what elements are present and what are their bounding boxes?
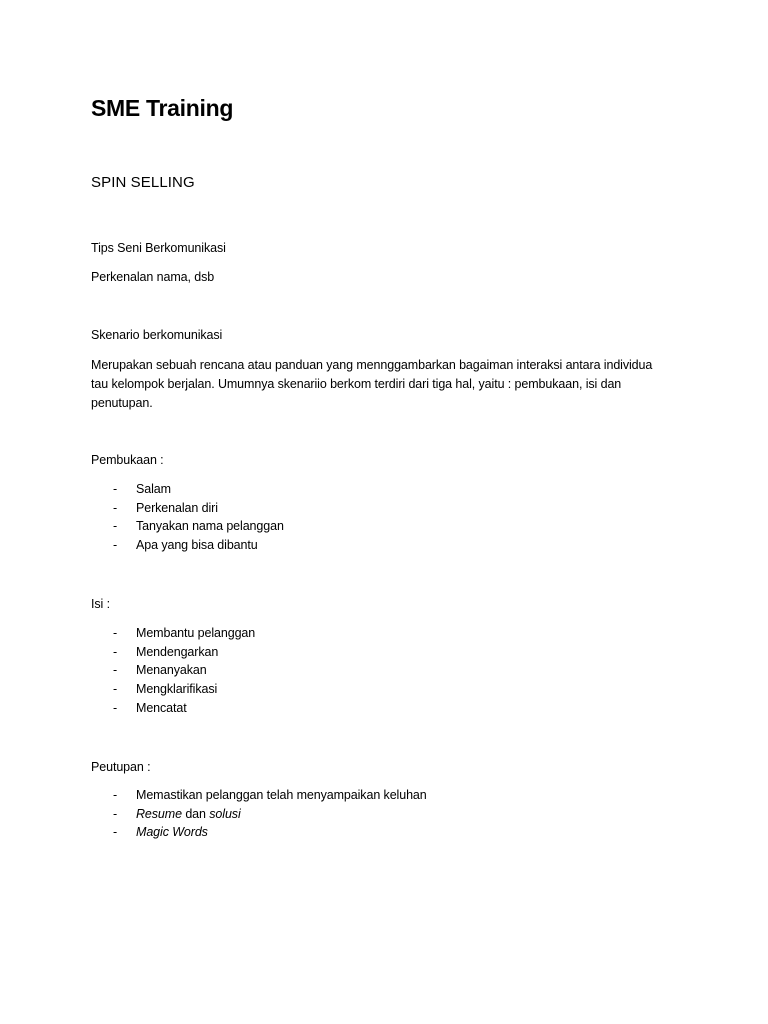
bullet-dash: - (113, 806, 118, 821)
document-subtitle: SPIN SELLING (91, 174, 195, 191)
peutupan-heading: Peutupan : (91, 760, 151, 774)
list-item-text: Memastikan pelanggan telah menyampaikan keluhan (136, 788, 427, 802)
bullet-dash: - (113, 663, 118, 678)
list-item-text: Perkenalan diri (136, 500, 218, 515)
isi-heading: Isi : (91, 597, 110, 611)
list-item-text: Mendengarkan (136, 644, 219, 659)
skenario-heading: Skenario berkomunikasi (91, 328, 223, 342)
list-item-text: Apa yang bisa dibantu (136, 538, 258, 553)
list-item-text: Mengklarifikasi (136, 682, 218, 697)
bullet-dash: - (113, 788, 118, 802)
bullet-dash: - (113, 626, 118, 640)
bullet-dash: - (113, 538, 118, 553)
list-item-text: Menanyakan (136, 663, 207, 678)
bullet-dash: - (113, 519, 118, 534)
list-item-text: Salam (136, 482, 171, 496)
list-item-text: Tanyakan nama pelanggan (136, 519, 284, 534)
tips-heading: Tips Seni Berkomunikasi (91, 241, 226, 255)
tips-line: Perkenalan nama, dsb (91, 270, 215, 284)
bullet-dash: - (113, 700, 118, 715)
solusi-term: solusi (209, 806, 241, 821)
bullet-dash: - (113, 682, 118, 697)
list-item-text: Magic Words (136, 825, 208, 840)
bullet-dash: - (113, 825, 118, 840)
list-item-text: Mencatat (136, 700, 187, 715)
list-item-text (136, 807, 241, 821)
resume-term: Resume (136, 806, 182, 821)
skenario-paragraph: Merupakan sebuah rencana atau panduan yang mennggambarkan bagaiman interaksi antara individua tau kelompok berjalan. Umumnya skenariio berkom terdiri dari tiga hal, yaitu : pembukaan, isi dan penutupan. (91, 358, 653, 410)
bullet-dash: - (113, 644, 118, 659)
bullet-dash: - (113, 500, 118, 515)
list-item-text: Membantu pelanggan (136, 626, 256, 640)
conjunction-text: dan (181, 806, 210, 821)
bullet-dash: - (113, 482, 118, 496)
pembukaan-heading: Pembukaan : (91, 453, 164, 467)
document-title: SME Training (91, 95, 234, 121)
